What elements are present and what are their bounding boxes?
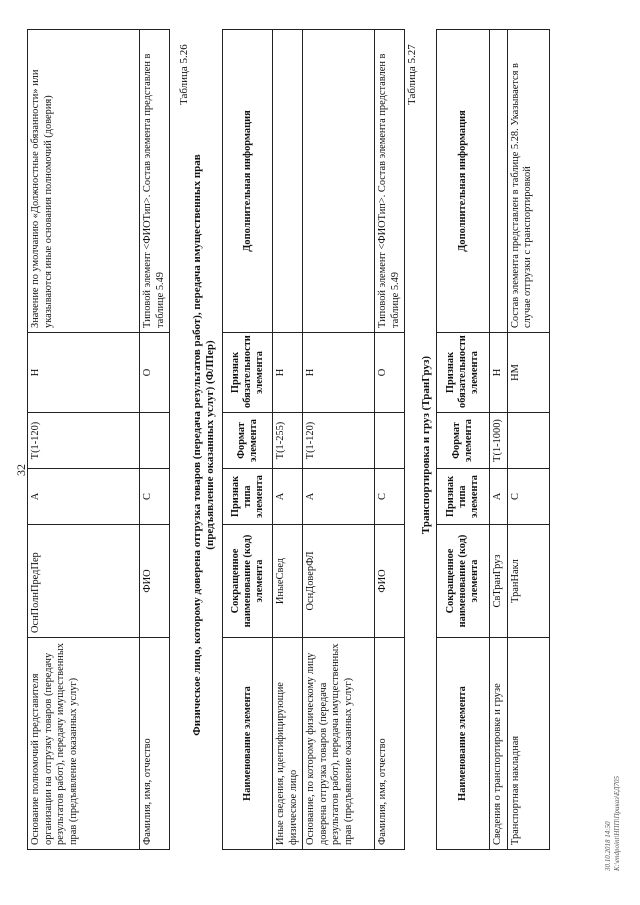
cell: А <box>490 469 508 525</box>
table-caption: Таблица 5.26 <box>178 44 190 105</box>
cell: ИныеСвед <box>273 525 303 638</box>
cell <box>140 413 170 469</box>
table-caption: Таблица 5.27 <box>406 44 418 105</box>
cell <box>490 30 508 333</box>
cell: С <box>140 469 170 525</box>
table-continuation <box>27 29 170 850</box>
cell: Состав элемента представлен в таблице 5.28. Указывается в случае отгрузки с транспортировкой <box>507 30 549 333</box>
cell: Н <box>490 333 508 413</box>
cell: ОснПолнПредПер <box>28 525 140 638</box>
column-header: Признак обязательности элемента <box>437 333 490 413</box>
heading-line: (предъявление оказанных услуг) (ФЛПер) <box>204 340 216 550</box>
column-header: Признак обязательности элемента <box>223 333 273 413</box>
cell: С <box>375 469 405 525</box>
cell: Типовой элемент <ФИОТип>. Состав элемента представлен в таблице 5.49 <box>375 30 405 333</box>
column-header: Признак типа элемента <box>437 469 490 525</box>
cell: ОснДоверФЛ <box>303 525 375 638</box>
table-row <box>140 30 170 850</box>
column-header: Формат элемента <box>437 413 490 469</box>
cell: А <box>303 469 375 525</box>
column-header: Формат элемента <box>223 413 273 469</box>
cell <box>507 413 549 469</box>
table-row <box>28 30 140 850</box>
heading-line: Физическое лицо, которому доверена отгрузка товаров (передача результатов работ), передача имущественных прав <box>191 154 203 736</box>
cell: Н <box>28 333 140 413</box>
cell: ТранНакл <box>507 525 549 638</box>
cell: Сведения о транспортировке и грузе <box>490 638 508 850</box>
cell: Н <box>273 333 303 413</box>
table-heading <box>191 25 217 865</box>
cell: Типовой элемент <ФИОТип>. Состав элемента представлен в таблице 5.49 <box>140 30 170 333</box>
file-stamp <box>604 776 621 871</box>
column-header: Признак типа элемента <box>223 469 273 525</box>
cell: А <box>273 469 303 525</box>
column-header: Сокращенное наименование (код) элемента <box>223 525 273 638</box>
cell: Н <box>303 333 375 413</box>
cell: Т(1-255) <box>273 413 303 469</box>
table-row <box>303 30 375 850</box>
table-header-row <box>223 30 273 850</box>
cell: Т(1-1000) <box>490 413 508 469</box>
cell: Фамилия, имя, отчество <box>140 638 170 850</box>
cell: Т(1-120) <box>303 413 375 469</box>
table-5-26 <box>222 29 405 850</box>
cell: СвТранГруз <box>490 525 508 638</box>
column-header: Сокращенное наименование (код) элемента <box>437 525 490 638</box>
cell: Основание, по которому физическому лицу доверена отгрузка товаров (передача результатов работ), передача имущественных прав (предъявление оказанных услуг) <box>303 638 375 850</box>
cell <box>303 30 375 333</box>
column-header: Дополнительная информация <box>223 30 273 333</box>
cell: А <box>28 469 140 525</box>
cell: НМ <box>507 333 549 413</box>
table-5-27 <box>436 29 550 850</box>
stamp-line: К:\endpoint\НПП\Приказ\ЕД705 <box>612 775 621 871</box>
column-header: Дополнительная информация <box>437 30 490 333</box>
table-row <box>375 30 405 850</box>
cell: С <box>507 469 549 525</box>
cell: ФИО <box>140 525 170 638</box>
table-heading: Транспортировка и груз (ТранГруз) <box>420 355 432 535</box>
cell: Значение по умолчанию «Должностные обязанности» или указываются иные основания полномочий (доверия) <box>28 30 140 333</box>
cell <box>273 30 303 333</box>
table-row <box>490 30 508 850</box>
column-header: Наименование элемента <box>223 638 273 850</box>
stamp-line: 30.10.2018 14:50 <box>604 821 612 871</box>
cell: Т(1-120) <box>28 413 140 469</box>
table-row <box>273 30 303 850</box>
cell: О <box>375 333 405 413</box>
table-row <box>507 30 549 850</box>
cell: О <box>140 333 170 413</box>
column-header: Наименование элемента <box>437 638 490 850</box>
cell: Основание полномочий представителя организации на отгрузку товаров (передачу результатов работ), передачу имущественных прав (предъявление оказанных услуг) <box>28 638 140 850</box>
cell: ФИО <box>375 525 405 638</box>
table-header-row <box>437 30 490 850</box>
cell <box>375 413 405 469</box>
cell: Транспортная накладная <box>507 638 549 850</box>
cell: Фамилия, имя, отчество <box>375 638 405 850</box>
cell: Иные сведения, идентифицирующие физическое лицо <box>273 638 303 850</box>
page-number: 32 <box>14 464 28 476</box>
